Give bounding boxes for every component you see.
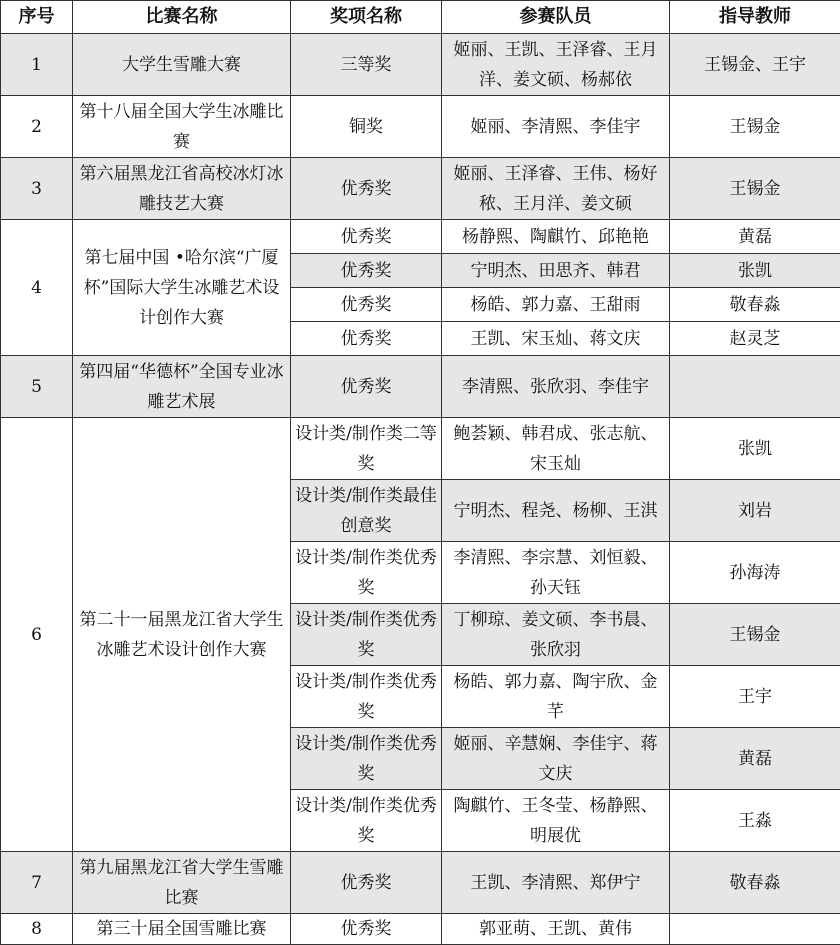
cell-members: 李清熙、张欣羽、李佳宇 — [442, 356, 670, 418]
cell-members: 姬丽、王泽睿、王伟、杨好秾、王月洋、姜文硕 — [442, 158, 670, 220]
cell-members: 杨静熙、陶麒竹、邱艳艳 — [442, 220, 670, 254]
cell-competition: 第九届黑龙江省大学生雪雕比赛 — [73, 852, 291, 914]
cell-teacher: 敬春淼 — [670, 288, 840, 322]
cell-award: 优秀奖 — [291, 322, 442, 356]
table-row — [1, 220, 840, 254]
cell-members: 李清熙、李宗慧、刘恒毅、孙天钰 — [442, 542, 670, 604]
table-row — [1, 356, 840, 418]
header-teacher: 指导教师 — [670, 1, 840, 34]
cell-award: 设计类/制作类优秀奖 — [291, 604, 442, 666]
table-row — [1, 914, 840, 945]
cell-members: 鲍荟颖、韩君成、张志航、宋玉灿 — [442, 418, 670, 480]
cell-members: 丁柳琼、姜文硕、李书晨、张欣羽 — [442, 604, 670, 666]
cell-members: 姬丽、王凯、王泽睿、王月洋、姜文硕、杨郝依 — [442, 34, 670, 96]
cell-award: 设计类/制作类优秀奖 — [291, 542, 442, 604]
cell-members: 宁明杰、田思齐、韩君 — [442, 254, 670, 288]
cell-no: 1 — [1, 34, 73, 96]
cell-teacher: 王锡金、王宇 — [670, 34, 840, 96]
cell-members: 姬丽、李清熙、李佳宇 — [442, 96, 670, 158]
cell-teacher: 黄磊 — [670, 728, 840, 790]
cell-teacher: 王锡金 — [670, 604, 840, 666]
cell-teacher: 孙海涛 — [670, 542, 840, 604]
cell-teacher: 赵灵芝 — [670, 322, 840, 356]
cell-award: 设计类/制作类优秀奖 — [291, 728, 442, 790]
cell-teacher: 张凯 — [670, 254, 840, 288]
cell-award: 优秀奖 — [291, 914, 442, 945]
table-row — [1, 418, 840, 480]
cell-no: 4 — [1, 220, 73, 356]
header-members: 参赛队员 — [442, 1, 670, 34]
cell-teacher: 王锡金 — [670, 96, 840, 158]
cell-no: 5 — [1, 356, 73, 418]
table-row — [1, 34, 840, 96]
cell-award: 优秀奖 — [291, 254, 442, 288]
table-row — [1, 852, 840, 914]
cell-no: 8 — [1, 914, 73, 945]
header-award: 奖项名称 — [291, 1, 442, 34]
cell-competition: 第六届黑龙江省高校冰灯冰雕技艺大赛 — [73, 158, 291, 220]
cell-teacher — [670, 914, 840, 945]
cell-no: 7 — [1, 852, 73, 914]
header-no: 序号 — [1, 1, 73, 34]
cell-teacher: 王锡金 — [670, 158, 840, 220]
cell-members: 陶麒竹、王冬莹、杨静熙、明展优 — [442, 790, 670, 852]
cell-members: 杨皓、郭力嘉、王甜雨 — [442, 288, 670, 322]
cell-award: 优秀奖 — [291, 852, 442, 914]
cell-teacher: 黄磊 — [670, 220, 840, 254]
cell-competition: 第三十届全国雪雕比赛 — [73, 914, 291, 945]
cell-members: 宁明杰、程尧、杨柳、王淇 — [442, 480, 670, 542]
cell-teacher: 敬春淼 — [670, 852, 840, 914]
cell-award: 优秀奖 — [291, 356, 442, 418]
cell-teacher: 张凯 — [670, 418, 840, 480]
cell-award: 设计类/制作类最佳创意奖 — [291, 480, 442, 542]
header-competition: 比赛名称 — [73, 1, 291, 34]
cell-award: 三等奖 — [291, 34, 442, 96]
cell-members: 王凯、李清熙、郑伊宁 — [442, 852, 670, 914]
cell-members: 王凯、宋玉灿、蒋文庆 — [442, 322, 670, 356]
cell-teacher: 刘岩 — [670, 480, 840, 542]
cell-award: 铜奖 — [291, 96, 442, 158]
cell-members: 姬丽、辛慧娴、李佳宇、蒋文庆 — [442, 728, 670, 790]
cell-teacher: 王宇 — [670, 666, 840, 728]
table-row — [1, 96, 840, 158]
cell-members: 杨皓、郭力嘉、陶宇欣、金芊 — [442, 666, 670, 728]
table-row — [1, 158, 840, 220]
cell-award: 优秀奖 — [291, 288, 442, 322]
cell-competition: 第二十一届黑龙江省大学生冰雕艺术设计创作大赛 — [73, 418, 291, 852]
cell-award: 设计类/制作类优秀奖 — [291, 666, 442, 728]
cell-award: 优秀奖 — [291, 220, 442, 254]
cell-no: 6 — [1, 418, 73, 852]
cell-teacher — [670, 356, 840, 418]
cell-teacher: 王淼 — [670, 790, 840, 852]
cell-competition: 第四届“华德杯”全国专业冰雕艺术展 — [73, 356, 291, 418]
cell-competition: 大学生雪雕大赛 — [73, 34, 291, 96]
cell-award: 优秀奖 — [291, 158, 442, 220]
cell-award: 设计类/制作类优秀奖 — [291, 790, 442, 852]
table-header-row — [1, 1, 840, 34]
cell-competition: 第十八届全国大学生冰雕比赛 — [73, 96, 291, 158]
cell-no: 3 — [1, 158, 73, 220]
cell-competition: 第七届中国 •哈尔滨“广厦杯”国际大学生冰雕艺术设计创作大赛 — [73, 220, 291, 356]
cell-award: 设计类/制作类二等奖 — [291, 418, 442, 480]
cell-no: 2 — [1, 96, 73, 158]
cell-members: 郭亚萌、王凯、黄伟 — [442, 914, 670, 945]
